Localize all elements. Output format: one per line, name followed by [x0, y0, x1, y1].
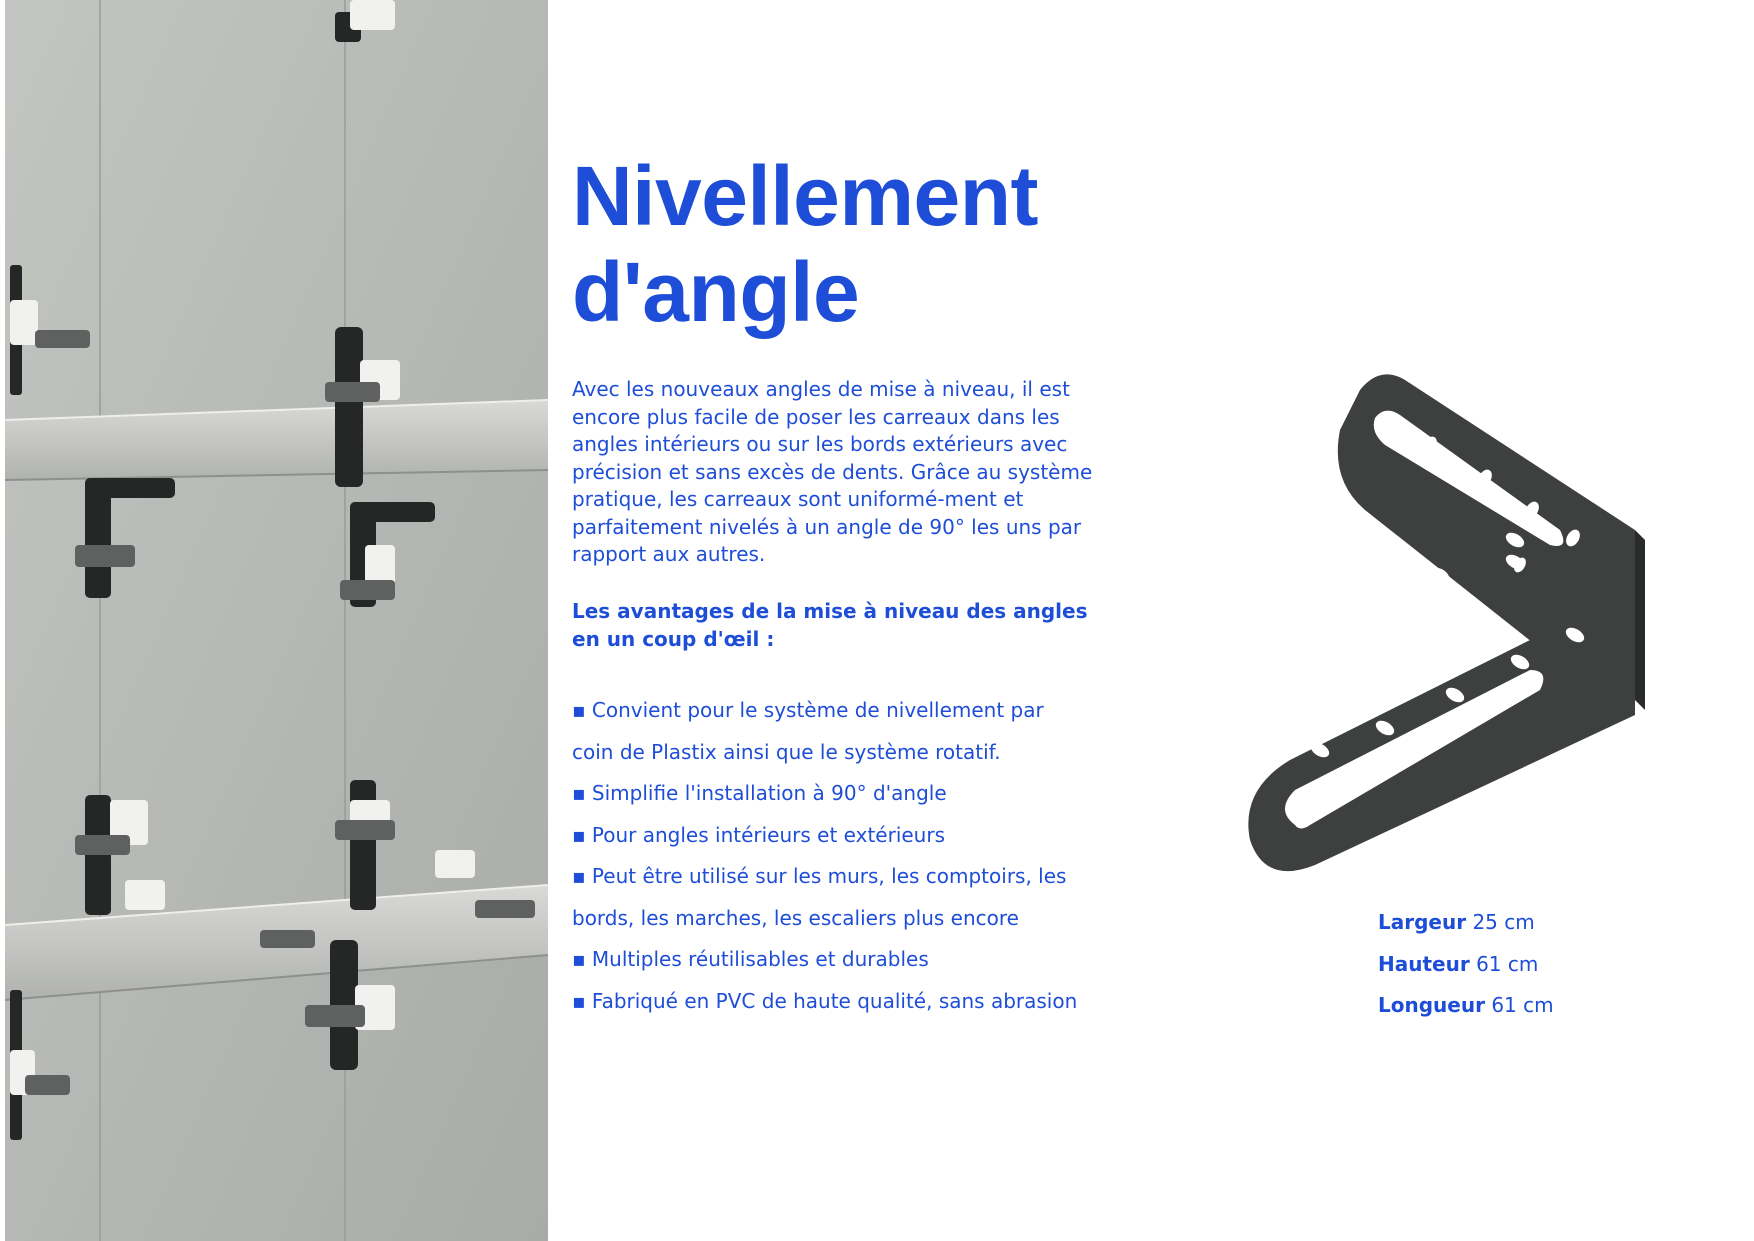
spec-height — [1378, 944, 1554, 986]
corner-bracket-image — [1180, 370, 1660, 890]
benefit-line: bords, les marches, les escaliers plus encore — [572, 905, 1019, 930]
spec-value: 25 cm — [1472, 910, 1535, 934]
benefit-line: ▪ Fabriqué en PVC de haute qualité, sans abrasion — [572, 988, 1078, 1013]
title-line-1: Nivellement — [572, 149, 1039, 243]
spec-value: 61 cm — [1491, 993, 1554, 1017]
benefits-list — [572, 690, 1132, 1022]
spec-width — [1378, 902, 1554, 944]
benefit-line: ▪ Convient pour le système de nivellement par — [572, 698, 1044, 722]
benefit-line: ▪ Pour angles intérieurs et extérieurs — [572, 822, 945, 847]
benefit-line: ▪ Peut être utilisé sur les murs, les comptoirs, les — [572, 864, 1067, 888]
tiling-photo-illustration — [5, 0, 548, 1241]
corner-bracket-illustration — [1180, 370, 1660, 890]
benefit-line: ▪ Multiples réutilisables et durables — [572, 947, 929, 971]
title-line-2: d'angle — [572, 245, 860, 339]
benefit-line: coin de Plastix ainsi que le système rotatif. — [572, 739, 1001, 764]
spec-value: 61 cm — [1476, 951, 1539, 976]
spec-label: Largeur — [1378, 910, 1467, 934]
page-title — [572, 148, 1132, 340]
specifications — [1378, 902, 1554, 1027]
spec-length — [1378, 985, 1554, 1027]
intro-paragraph: Avec les nouveaux angles de mise à niveau, il est encore plus facile de poser les carreaux dans les angles intérieurs ou sur les bords extérieurs avec précision et sans excès de dents. Grâce au système pratique, les carreaux sont uniformé-ment et parfaitement nivelés à un angle de 90° les uns par rapport aux autres. — [572, 377, 1093, 566]
spec-label: Longueur — [1378, 993, 1485, 1017]
tiling-photo — [5, 0, 548, 1241]
benefit-line: ▪ Simplifie l'installation à 90° d'angle — [572, 781, 947, 805]
benefits-heading: Les avantages de la mise à niveau des angles en un coup d'œil : — [572, 599, 1088, 651]
spec-label: Hauteur — [1378, 951, 1470, 976]
